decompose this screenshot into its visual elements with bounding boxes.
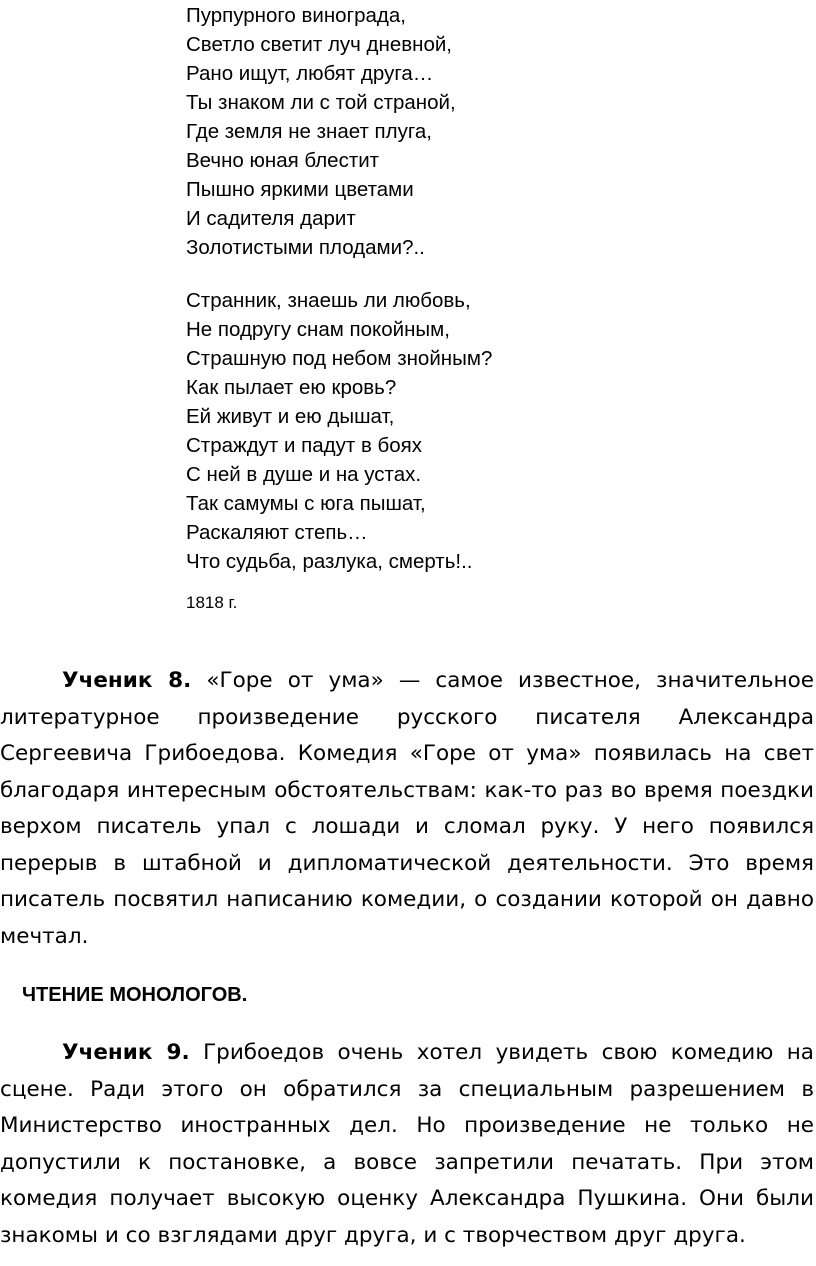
poem-line: Страждут и падут в боях — [186, 434, 423, 457]
section-heading: ЧТЕНИЕ МОНОЛОГОВ. — [22, 984, 248, 1006]
poem-date: 1818 г. — [186, 593, 238, 612]
poem-line: Пышно яркими цветами — [186, 178, 414, 201]
poem-line: Ей живут и ею дышат, — [186, 405, 395, 428]
poem-line: Пурпурного винограда, — [186, 4, 406, 27]
poem-line: Светло светит луч дневной, — [186, 33, 452, 56]
speaker-label: Ученик 9. — [62, 1040, 190, 1065]
poem-line: Где земля не знает плуга, — [186, 120, 432, 143]
student-9-paragraph — [0, 1035, 814, 1254]
poem-line: Так самумы с юга пышат, — [186, 492, 426, 515]
paragraph-text: «Горе от ума» — самое известное, значительное литературное произведение русского писателя Александра Сергеевича Грибоедова. Комедия «Горе от ума» появилась на свет благодаря интересным обстоятельствам: как-то раз во время поездки верхом писатель упал с лошади и сломал руку. У него появился перерыв в штабной и дипломатической деятельности. Это время писатель посвятил написанию комедии, о создании которой он давно мечтал. — [0, 668, 814, 949]
speaker-label: Ученик 8. — [62, 668, 192, 693]
poem-line: Странник, знаешь ли любовь, — [186, 289, 471, 312]
poem-stanza-1 — [186, 1, 456, 262]
student-8-paragraph — [0, 663, 814, 955]
poem-line: Что судьба, разлука, смерть!.. — [186, 550, 473, 573]
poem-line: С ней в душе и на устах. — [186, 463, 422, 486]
poem-line: Вечно юная блестит — [186, 149, 380, 172]
poem-line: Рано ищут, любят друга… — [186, 62, 434, 85]
poem-line: Ты знаком ли с той страной, — [186, 91, 456, 114]
poem-line: Страшную под небом знойным? — [186, 347, 493, 370]
poem-line: И садителя дарит — [186, 207, 356, 230]
poem-line: Золотистыми плодами?.. — [186, 236, 425, 259]
poem-line: Не подругу снам покойным, — [186, 318, 450, 341]
paragraph-text: Грибоедов очень хотел увидеть свою комедию на сцене. Ради этого он обратился за специальным разрешением в Министерство иностранных дел. Но произведение не только не допустили к постановке, а вовсе запретили печатать. При этом комедия получает высокую оценку Александра Пушкина. Они были знакомы и со взглядами друг друга, и с творчеством друг друга. — [0, 1040, 814, 1248]
poem-line: Как пылает ею кровь? — [186, 376, 397, 399]
poem-line: Раскаляют степь… — [186, 521, 368, 544]
poem-stanza-2 — [186, 286, 492, 576]
